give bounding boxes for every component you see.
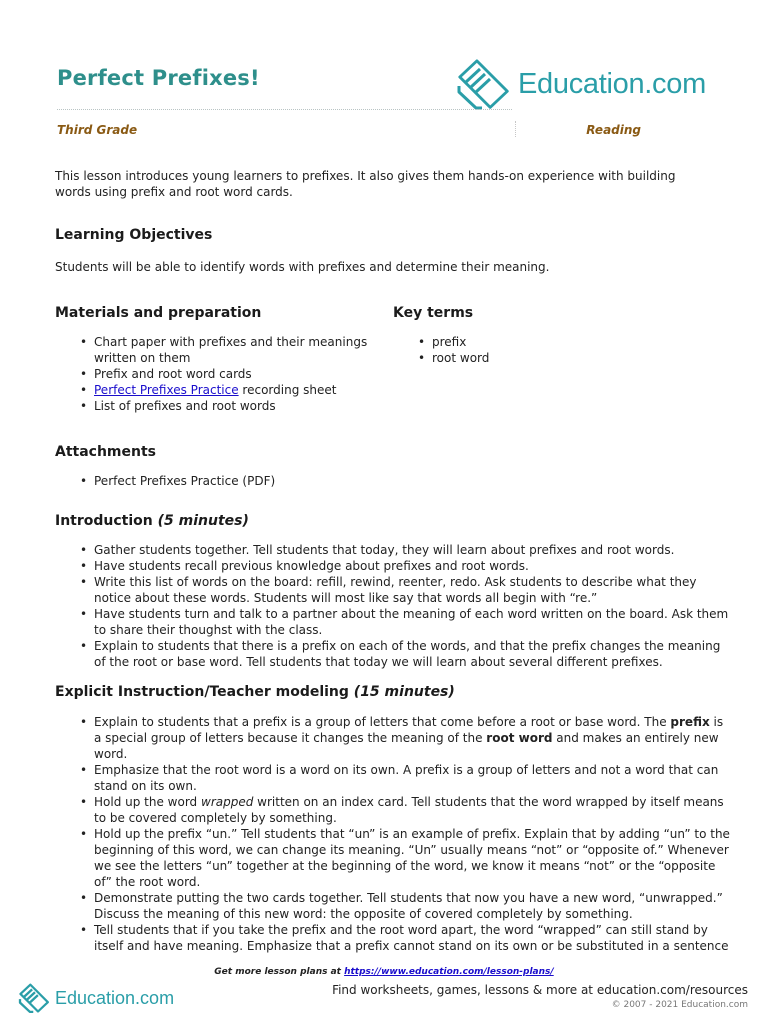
item-text: and makes an entirely new word.	[94, 731, 719, 761]
list-item: • List of prefixes and root words	[94, 398, 389, 414]
find-resources-text: Find worksheets, games, lessons & more at education.com/resources	[332, 983, 748, 997]
introduction-heading	[55, 513, 249, 529]
objectives-heading: Learning Objectives	[55, 227, 213, 243]
list-item	[94, 382, 389, 398]
page-title: Perfect Prefixes!	[57, 66, 260, 90]
list-item	[94, 714, 734, 762]
explicit-duration: (15 minutes)	[353, 684, 455, 700]
grade-label: Third Grade	[57, 123, 138, 137]
education-logo[interactable]	[456, 58, 706, 110]
attachments-list	[74, 473, 734, 489]
list-item: • Chart paper with prefixes and their meanings written on them	[94, 334, 389, 366]
list-item: • Prefix and root word cards	[94, 366, 389, 382]
education-logo-icon	[18, 983, 52, 1013]
lesson-summary: This lesson introduces young learners to prefixes. It also gives them hands-on experience with building words using prefix and root word cards.	[55, 169, 676, 199]
list-item: • Hold up the prefix “un.” Tell students that “un” is an example of prefix. Explain that by adding “un” to the beginning of this word, we can change its meaning. “Un” usually means “not” or “opposite of.” Whenever we see the letters “un” together at the beginning of the word, we know it means “not” or the “opposite of” the root word.	[94, 826, 734, 890]
meta-divider	[515, 121, 516, 137]
practice-sheet-link[interactable]: Perfect Prefixes Practice	[94, 383, 239, 397]
list-item: • Emphasize that the root word is a word on its own. A prefix is a group of letters and not a word that can stand on its own.	[94, 762, 734, 794]
list-item: • Gather students together. Tell students that today, they will learn about prefixes and root words.	[94, 542, 734, 558]
list-item: • Perfect Prefixes Practice (PDF)	[94, 473, 734, 489]
item-text: Hold up the word	[94, 795, 201, 809]
list-item: • Write this list of words on the board: refill, rewind, reenter, redo. Ask students to describe what they notice about these words. Students will most like say that words all begin with “re.”	[94, 574, 734, 606]
list-item: • Have students turn and talk to a partner about the meaning of each word written on the board. Ask them to share their thoughst with the class.	[94, 606, 734, 638]
explicit-list	[74, 714, 734, 954]
header-divider	[57, 109, 512, 110]
list-item: • Demonstrate putting the two cards together. Tell students that now you have a new word, “unwrapped.” Discuss the meaning of this new word: the opposite of covered completely by something.	[94, 890, 734, 922]
footer-logo[interactable]	[18, 983, 174, 1013]
list-item: • prefix	[432, 334, 682, 350]
explicit-heading-text: Explicit Instruction/Teacher modeling	[55, 684, 349, 700]
education-logo-text: Education.com	[518, 67, 706, 100]
link-suffix: recording sheet	[238, 383, 337, 397]
introduction-duration: (5 minutes)	[157, 513, 249, 529]
introduction-list	[74, 542, 734, 670]
subject-label: Reading	[586, 123, 641, 137]
item-text: Explain to students that a prefix is a group of letters that come before a root or base word. The	[94, 715, 671, 729]
objectives-text: Students will be able to identify words with prefixes and determine their meaning.	[55, 260, 550, 274]
copyright-text: © 2007 - 2021 Education.com	[611, 1000, 748, 1010]
key-terms-heading: Key terms	[393, 305, 474, 321]
bold-term: root word	[486, 731, 553, 745]
footer-logo-text: Education.com	[55, 987, 175, 1008]
materials-list	[74, 334, 389, 414]
italic-term: wrapped	[201, 795, 254, 809]
more-lessons-line	[0, 967, 768, 977]
more-lessons-text: Get more lesson plans at	[214, 967, 345, 977]
introduction-heading-text: Introduction	[55, 513, 153, 529]
list-item	[94, 794, 734, 826]
list-item: • Have students recall previous knowledge about prefixes and root words.	[94, 558, 734, 574]
list-item: • root word	[432, 350, 682, 366]
attachments-heading: Attachments	[55, 444, 157, 460]
key-terms-list	[412, 334, 682, 366]
item-text: is a special group of letters because it changes the meaning of the	[94, 715, 724, 745]
explicit-heading	[55, 684, 455, 700]
education-logo-icon	[456, 58, 514, 110]
list-item: • Explain to students that there is a prefix on each of the words, and that the prefix changes the meaning of the root or base word. Tell students that today we will learn about several different prefixes.	[94, 638, 734, 670]
bold-term: prefix	[670, 715, 710, 729]
list-item: • Tell students that if you take the prefix and the root word apart, the word “wrapped” can still stand by itself and have meaning. Emphasize that a prefix cannot stand on its own or be substituted in a sentence	[94, 922, 734, 954]
lesson-plans-link[interactable]: https://www.education.com/lesson-plans/	[344, 967, 554, 977]
materials-heading: Materials and preparation	[55, 305, 262, 321]
item-text: written on an index card. Tell students that the word wrapped by itself means to be covered completely by something.	[94, 795, 724, 825]
